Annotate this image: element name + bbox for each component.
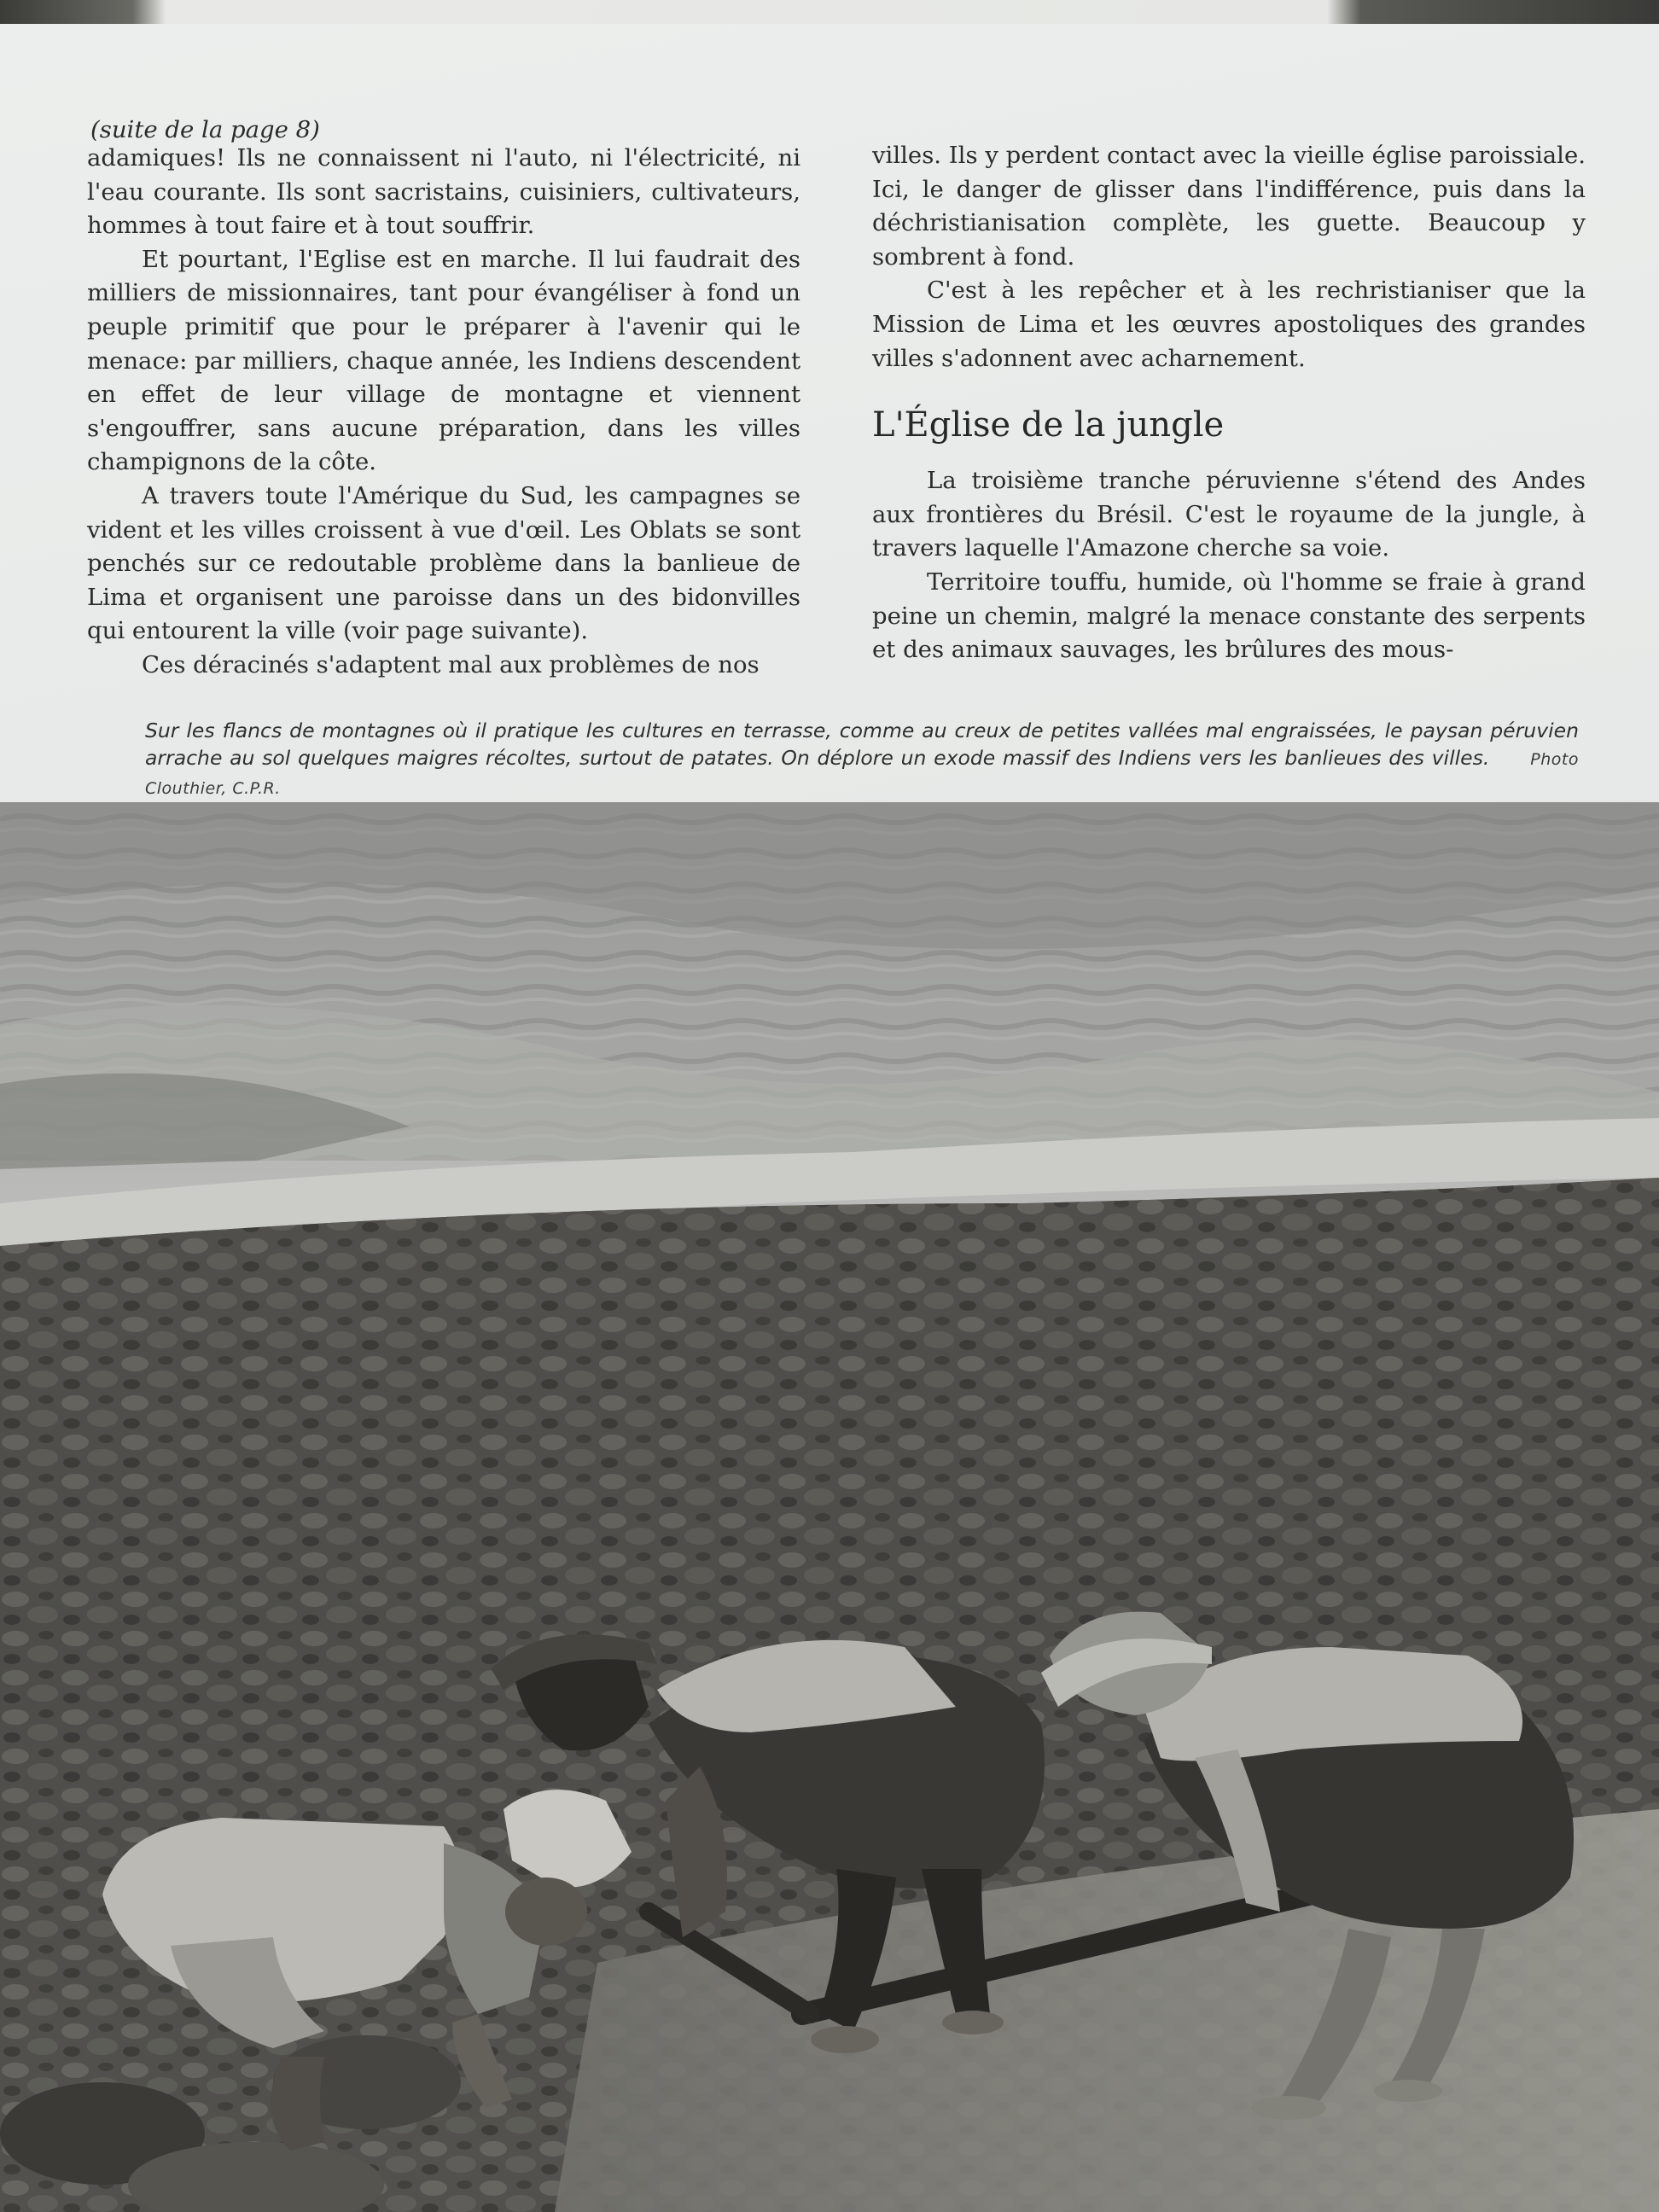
paragraph: villes. Ils y perdent contact avec la vieille église paroissiale. Ici, le danger de glisser dans l'indifférence, puis dans la déchristianisation complète, les guette. Beaucoup y sombrent à fond. — [872, 142, 1586, 271]
paragraph: adamiques! Ils ne connaissent ni l'auto, ni l'électricité, ni l'eau courante. Ils sont sacristains, cuisiniers, cultivateurs, hommes à tout faire et à tout souffrir. — [87, 144, 800, 240]
paragraph: Territoire touffu, humide, où l'homme se fraie à grand peine un chemin, malgré la menace constante des serpents et des animaux sauvages, les brûlures des mous- — [872, 568, 1586, 664]
caption-text: Sur les flancs de montagnes où il pratique les cultures en terrasse, comme au creux de petites vallées mal engraissées, le paysan péruvien arrache au sol quelques maigres récoltes, surtout de patates. On déplore un exode massif des Indiens vers les banlieues des villes. — [145, 719, 1579, 770]
farmers-photo — [0, 802, 1659, 2212]
paragraph: C'est à les repêcher et à les rechristianiser que la Mission de Lima et les œuvres apostoliques des grandes villes s'adonnent avec acharnement. — [872, 276, 1586, 372]
paragraph: Ces déracinés s'adaptent mal aux problèmes de nos — [142, 650, 760, 678]
right-text-column — [872, 139, 1586, 667]
farmers-photo-image — [0, 802, 1659, 2212]
magazine-page — [0, 24, 1659, 2212]
paragraph: La troisième tranche péruvienne s'étend des Andes aux frontières du Brésil. C'est le royaume de la jungle, à travers laquelle l'Amazone cherche sa voie. — [872, 467, 1586, 562]
paragraph: A travers toute l'Amérique du Sud, les campagnes se vident et les villes croissent à vue d'œil. Les Oblats se sont penchés sur ce redoutable problème dans la banlieue de Lima et organisent une paroisse dans un des bidonvilles qui entourent la ville (voir page suivante). — [87, 481, 800, 645]
continued-note: (suite de la page 8) — [90, 116, 320, 143]
photo-credit: Photo Clouthier, C.P.R. — [145, 750, 1579, 798]
photo-caption — [145, 717, 1579, 802]
paragraph: Et pourtant, l'Eglise est en marche. Il lui faudrait des milliers de missionnaires, tant pour évangéliser à fond un peuple primitif que pour le préparer à l'avenir qui le menace: par milliers, chaque année, les Indiens descendent en effet de leur village de montagne et viennent s'engouffrer, sans aucune préparation, dans les villes champignons de la côte. — [87, 245, 800, 476]
section-heading: L'Église de la jungle — [872, 405, 1225, 445]
left-text-column — [87, 118, 800, 683]
